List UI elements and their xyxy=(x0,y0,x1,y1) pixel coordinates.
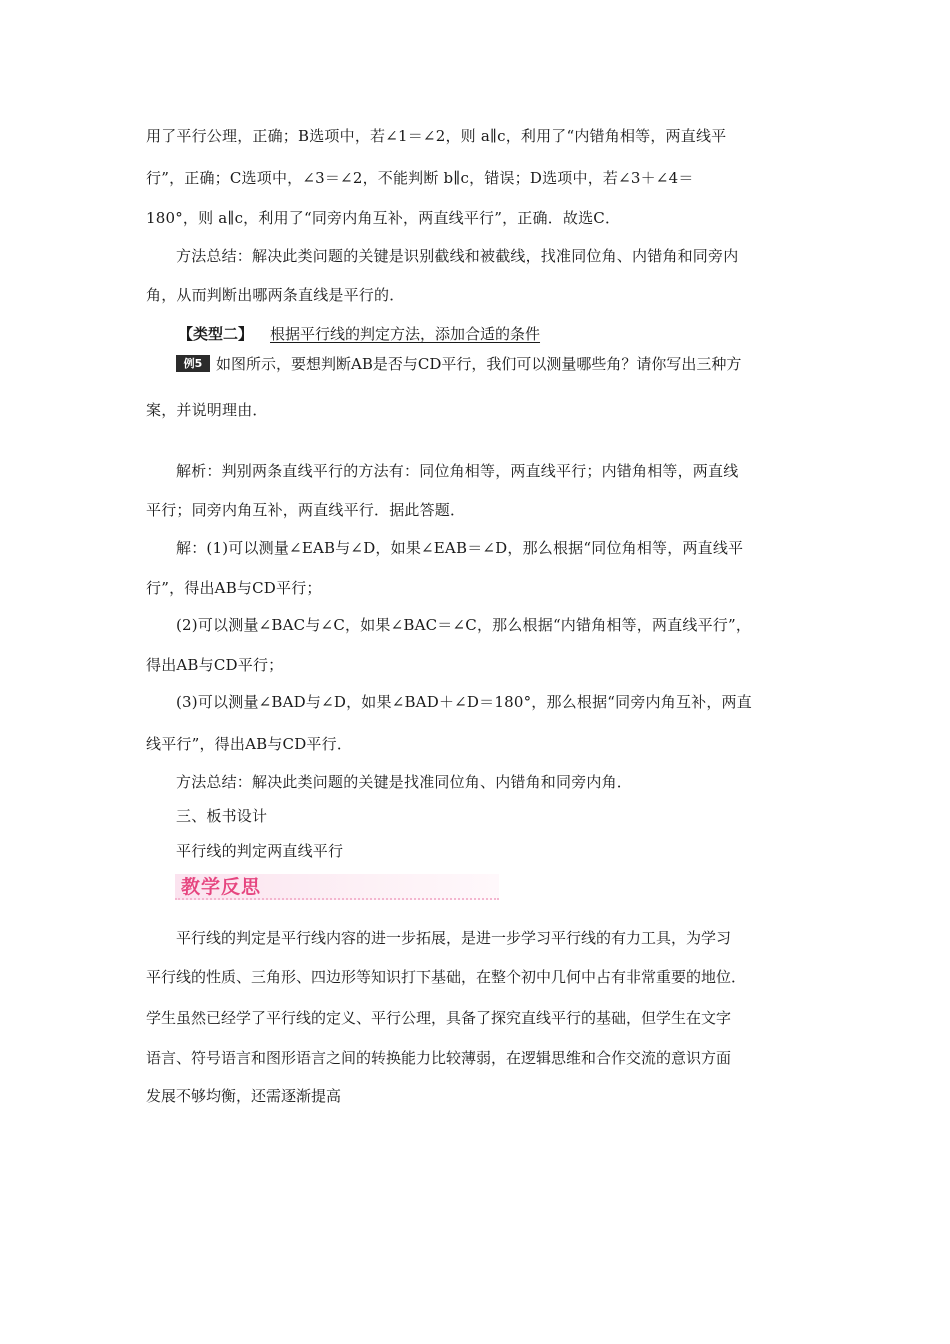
section-heading: 三、板书设计 xyxy=(176,807,268,825)
reflection-banner xyxy=(175,874,499,900)
paragraph-line: 180°，则 a∥c，利用了“同旁内角互补，两直线平行”，正确．故选C． xyxy=(146,209,621,227)
solution-line: (3)可以测量∠BAD与∠D，如果∠BAD＋∠D＝180°，那么根据“同旁内角互补，两直 xyxy=(176,693,752,711)
board-design-text: 平行线的判定两直线平行 xyxy=(176,842,344,860)
method-summary-line: 方法总结：解决此类问题的关键是找准同位角、内错角和同旁内角． xyxy=(176,773,633,791)
example-text-continued: 案，并说明理由． xyxy=(146,401,268,419)
solution-line: 得出AB与CD平行； xyxy=(146,656,284,674)
analysis-line: 平行；同旁内角互补，两直线平行．据此答题． xyxy=(146,501,466,519)
reflection-line: 平行线的性质、三角形、四边形等知识打下基础，在整个初中几何中占有非常重要的地位． xyxy=(146,968,747,986)
type-label: 【类型二】 xyxy=(178,325,254,343)
example-text: 如图所示，要想判断AB是否与CD平行，我们可以测量哪些角？请你写出三种方 xyxy=(216,355,742,373)
type-title: 根据平行线的判定方法，添加合适的条件 xyxy=(270,325,541,343)
method-summary-line: 角，从而判断出哪两条直线是平行的． xyxy=(146,286,405,304)
solution-line: 解：(1)可以测量∠EAB与∠D，如果∠EAB＝∠D，那么根据“同位角相等，两直线平 xyxy=(176,539,744,557)
method-summary-line: 方法总结：解决此类问题的关键是识别截线和被截线，找准同位角、内错角和同旁内 xyxy=(176,247,739,265)
example-badge xyxy=(176,355,210,372)
paragraph-line: 行”，正确；C选项中，∠3＝∠2，不能判断 b∥c，错误；D选项中，若∠3＋∠4＝ xyxy=(146,169,694,187)
solution-line: 行”，得出AB与CD平行； xyxy=(146,579,322,597)
solution-line: 线平行”，得出AB与CD平行． xyxy=(146,735,353,753)
analysis-line: 解析：判别两条直线平行的方法有：同位角相等，两直线平行；内错角相等，两直线 xyxy=(176,462,739,480)
reflection-banner-title: 教学反思 xyxy=(181,876,262,898)
reflection-line: 平行线的判定是平行线内容的进一步拓展，是进一步学习平行线的有力工具，为学习 xyxy=(176,929,732,947)
paragraph-line: 用了平行公理，正确；B选项中，若∠1＝∠2，则 a∥c，利用了“内错角相等，两直线平 xyxy=(146,127,727,145)
example-badge-label: 例5 xyxy=(183,357,203,370)
reflection-line: 发展不够均衡，还需逐渐提高 xyxy=(146,1087,342,1105)
solution-line: (2)可以测量∠BAC与∠C，如果∠BAC＝∠C，那么根据“内错角相等，两直线平行”， xyxy=(176,616,752,634)
reflection-line: 学生虽然已经学了平行线的定义、平行公理，具备了探究直线平行的基础，但学生在文字 xyxy=(146,1009,732,1027)
reflection-line: 语言、符号语言和图形语言之间的转换能力比较薄弱，在逻辑思维和合作交流的意识方面 xyxy=(146,1049,732,1067)
